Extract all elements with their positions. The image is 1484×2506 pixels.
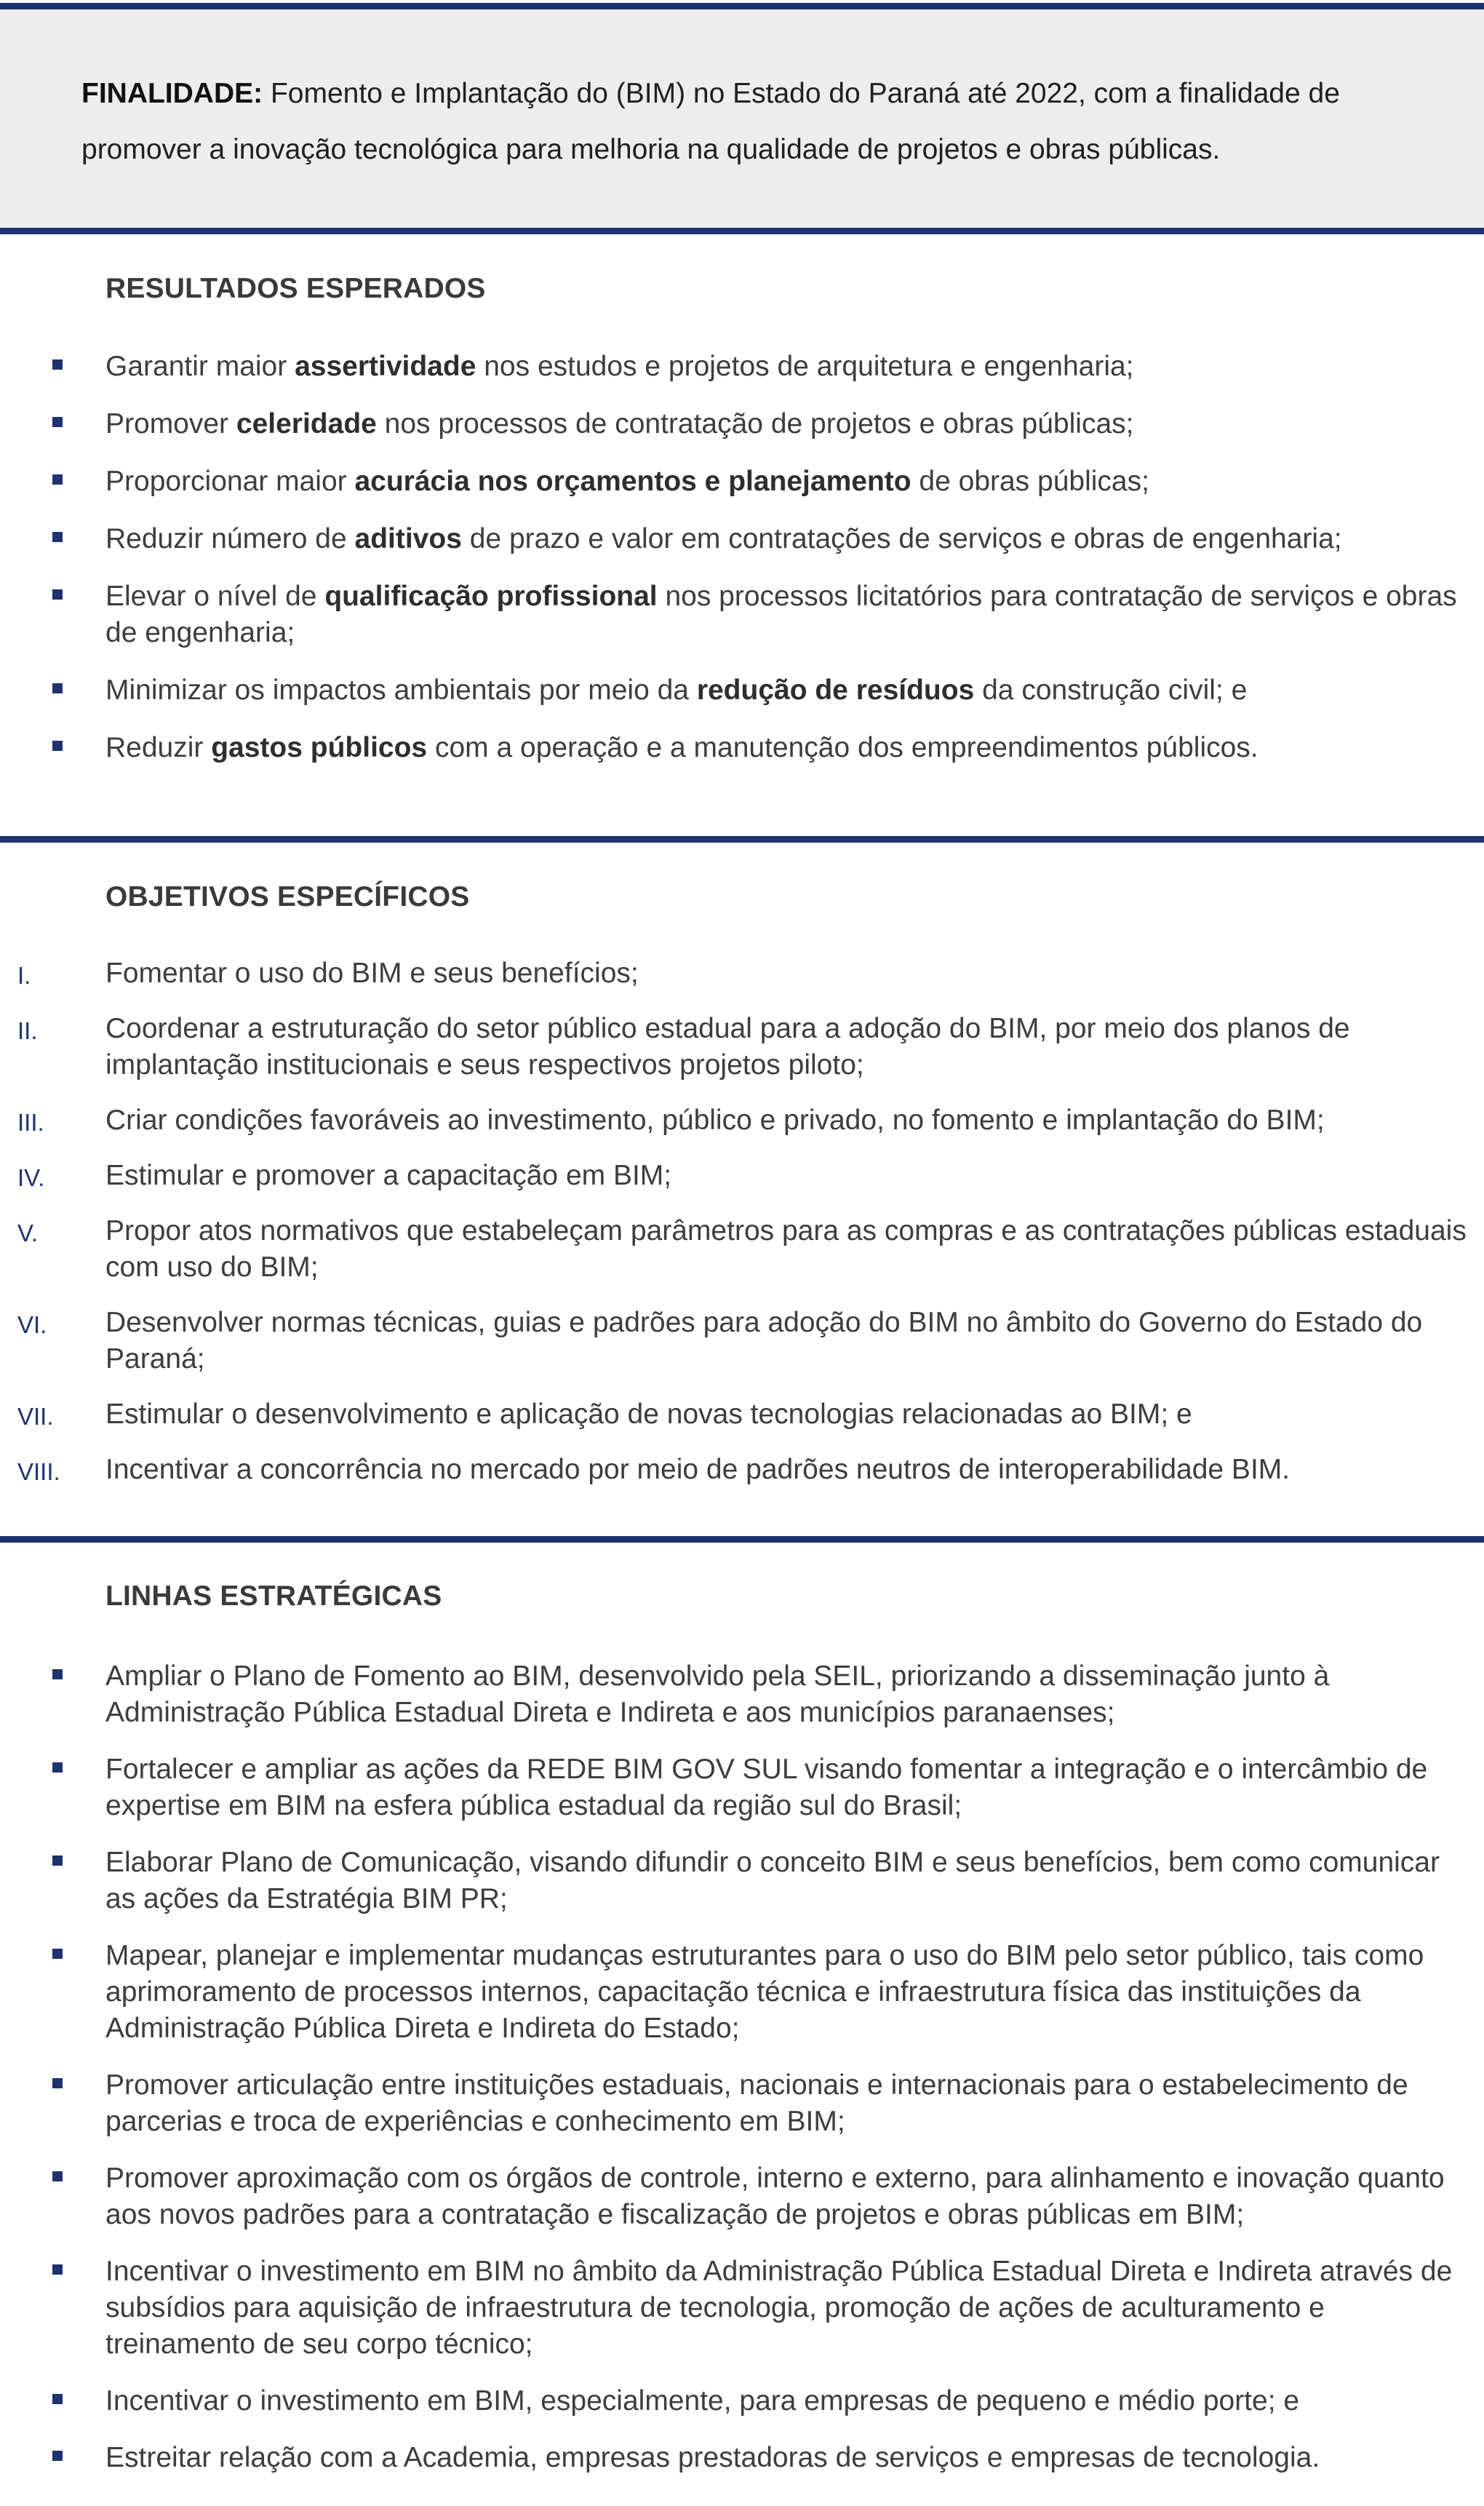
resultados-item [0, 406, 1484, 442]
resultados-item-text: Proporcionar maior [105, 466, 355, 497]
linhas-item [0, 1938, 1484, 2047]
resultados-item-text: Promover [105, 408, 236, 439]
finalidade-text [81, 65, 1420, 178]
finalidade-body: Fomento e Implantação do (BIM) no Estado do Paraná até 2022, com a finalidade de promover a inovação tecnológica para melhoria na qualidade de projetos e obras públicas. [81, 78, 1340, 165]
bullet-square-icon [52, 474, 63, 485]
objetivos-item-text: Incentivar a concorrência no mercado por meio de padrões neutros de interoperabilidade BIM. [105, 1454, 1290, 1485]
linhas-list [0, 1658, 1484, 2497]
objetivos-item [0, 1011, 1484, 1083]
bullet-square-icon [52, 589, 63, 600]
objetivos-item-text: Criar condições favoráveis ao investimento, público e privado, no fomento e implantação do BIM; [105, 1105, 1325, 1136]
objetivos-item-number: III. [17, 1109, 44, 1136]
divider-resultados [0, 228, 1484, 234]
resultados-item [0, 521, 1484, 557]
resultados-item [0, 730, 1484, 766]
objetivos-item-number: VIII. [17, 1458, 60, 1485]
objetivos-item-text: Coordenar a estruturação do setor público estadual para a adoção do BIM, por meio dos planos de implantação institucionais e seus respectivos projetos piloto; [105, 1013, 1350, 1081]
resultados-item-text: com a operação e a manutenção dos empreendimentos públicos. [427, 732, 1258, 763]
resultados-item-text: nos estudos e projetos de arquitetura e engenharia; [476, 351, 1134, 382]
resultados-item-text: Garantir maior [105, 351, 295, 382]
bullet-square-icon [52, 2264, 63, 2275]
objetivos-item-text: Fomentar o uso do BIM e seus benefícios; [105, 958, 639, 989]
bullet-square-icon [52, 2078, 63, 2088]
bullet-square-icon [52, 2394, 63, 2404]
resultados-item-text: nos processos licitatórios para contratação de serviços e obras de engenharia; [105, 581, 1457, 648]
linhas-item [0, 2383, 1484, 2419]
linhas-item-text: Incentivar o investimento em BIM, especialmente, para empresas de pequeno e médio porte; e [105, 2385, 1300, 2416]
objetivos-item [0, 1213, 1484, 1286]
bullet-square-icon [52, 683, 63, 693]
linhas-item [0, 2254, 1484, 2363]
resultados-item-text: Minimizar os impactos ambientais por meio da [105, 675, 697, 706]
linhas-item-text: Promover aproximação com os órgãos de controle, interno e externo, para alinhamento e inovação quanto aos novos padrões para a contratação e fiscalização de projetos e obras públicas em BIM; [105, 2163, 1445, 2230]
linhas-item [0, 2440, 1484, 2476]
bullet-square-icon [52, 2451, 63, 2461]
linhas-item [0, 1845, 1484, 1917]
linhas-item [0, 2067, 1484, 2140]
divider-objetivos [0, 836, 1484, 843]
resultados-item-emphasis: celeridade [236, 408, 377, 439]
linhas-item [0, 1658, 1484, 1731]
resultados-item-emphasis: redução de resíduos [696, 675, 975, 706]
objetivos-item [0, 1305, 1484, 1377]
bullet-square-icon [52, 2171, 63, 2181]
bullet-square-icon [52, 741, 63, 751]
objetivos-item [0, 1396, 1484, 1433]
bullet-square-icon [52, 1855, 63, 1866]
linhas-item-text: Elaborar Plano de Comunicação, visando difundir o conceito BIM e seus benefícios, bem como comunicar as ações da Estratégia BIM PR; [105, 1847, 1440, 1914]
finalidade-label: FINALIDADE: [81, 78, 263, 109]
objetivos-item [0, 1158, 1484, 1194]
objetivos-item [0, 955, 1484, 992]
objetivos-title: OBJETIVOS ESPECÍFICOS [105, 881, 470, 912]
resultados-item-emphasis: qualificação profissional [324, 581, 658, 612]
resultados-item-emphasis: aditivos [354, 523, 462, 554]
bullet-square-icon [52, 1949, 63, 1959]
resultados-item-text: de obras públicas; [911, 466, 1149, 497]
linhas-item [0, 1751, 1484, 1824]
objetivos-item-number: II. [17, 1017, 38, 1044]
objetivos-item-number: VII. [17, 1403, 54, 1430]
bullet-square-icon [52, 1669, 63, 1679]
divider-linhas [0, 1536, 1484, 1543]
resultados-item-text: Elevar o nível de [105, 581, 325, 612]
objetivos-item [0, 1452, 1484, 1488]
linhas-item [0, 2160, 1484, 2233]
objetivos-item-text: Propor atos normativos que estabeleçam parâmetros para as compras e as contratações públicas estaduais com uso do BIM; [105, 1215, 1467, 1283]
linhas-item-text: Fortalecer e ampliar as ações da REDE BIM GOV SUL visando fomentar a integração e o intercâmbio de expertise em BIM na esfera pública estadual da região sul do Brasil; [105, 1754, 1428, 1821]
objetivos-item [0, 1102, 1484, 1139]
objetivos-item-number: VI. [17, 1311, 47, 1338]
linhas-item-text: Mapear, planejar e implementar mudanças estruturantes para o uso do BIM pelo setor público, tais como aprimoramento de processos internos, capacitação técnica e infraestrutura física das instituições da Administração Pública Direta e Indireta do Estado; [105, 1940, 1424, 2044]
resultados-item [0, 672, 1484, 709]
linhas-item-text: Promover articulação entre instituições estaduais, nacionais e internacionais para o estabelecimento de parcerias e troca de experiências e conhecimento em BIM; [105, 2069, 1408, 2137]
resultados-item-text: Reduzir [105, 732, 212, 763]
bullet-square-icon [52, 1762, 63, 1773]
resultados-title: RESULTADOS ESPERADOS [105, 273, 486, 304]
linhas-title: LINHAS ESTRATÉGICAS [105, 1580, 442, 1612]
resultados-item [0, 578, 1484, 651]
resultados-list [0, 349, 1484, 787]
linhas-item-text: Estreitar relação com a Academia, empresas prestadoras de serviços e empresas de tecnologia. [105, 2442, 1320, 2473]
bullet-square-icon [52, 359, 63, 370]
resultados-item [0, 464, 1484, 500]
linhas-item-text: Ampliar o Plano de Fomento ao BIM, desenvolvido pela SEIL, priorizando a disseminação junto à Administração Pública Estadual Direta e Indireta e aos municípios paranaenses; [105, 1660, 1330, 1728]
objetivos-item-number: IV. [17, 1164, 45, 1191]
resultados-item-emphasis: gastos públicos [211, 732, 428, 763]
objetivos-item-text: Desenvolver normas técnicas, guias e padrões para adoção do BIM no âmbito do Governo do Estado do Paraná; [105, 1307, 1423, 1375]
resultados-item-text: da construção civil; e [974, 675, 1248, 706]
bullet-square-icon [52, 532, 63, 542]
resultados-item [0, 349, 1484, 385]
resultados-item-emphasis: acurácia nos orçamentos e planejamento [354, 466, 911, 497]
objetivos-item-text: Estimular o desenvolvimento e aplicação de novas tecnologias relacionadas ao BIM; e [105, 1399, 1192, 1430]
bullet-square-icon [52, 417, 63, 427]
resultados-item-text: nos processos de contratação de projetos e obras públicas; [376, 408, 1134, 439]
resultados-item-emphasis: assertividade [295, 351, 476, 382]
finalidade-box [0, 9, 1484, 228]
objetivos-item-number: I. [17, 962, 31, 989]
resultados-item-text: de prazo e valor em contratações de serviços e obras de engenharia; [461, 523, 1342, 554]
resultados-item-text: Reduzir número de [105, 523, 355, 554]
objetivos-item-number: V. [17, 1220, 39, 1246]
linhas-item-text: Incentivar o investimento em BIM no âmbito da Administração Pública Estadual Direta e Indireta através de subsídios para aquisição de infraestrutura de tecnologia, promoção de ações de aculturamento e treinamento de seu corpo técnico; [105, 2256, 1453, 2360]
objetivos-item-text: Estimular e promover a capacitação em BIM; [105, 1160, 672, 1191]
top-divider [0, 3, 1484, 9]
objetivos-list [0, 955, 1484, 1507]
